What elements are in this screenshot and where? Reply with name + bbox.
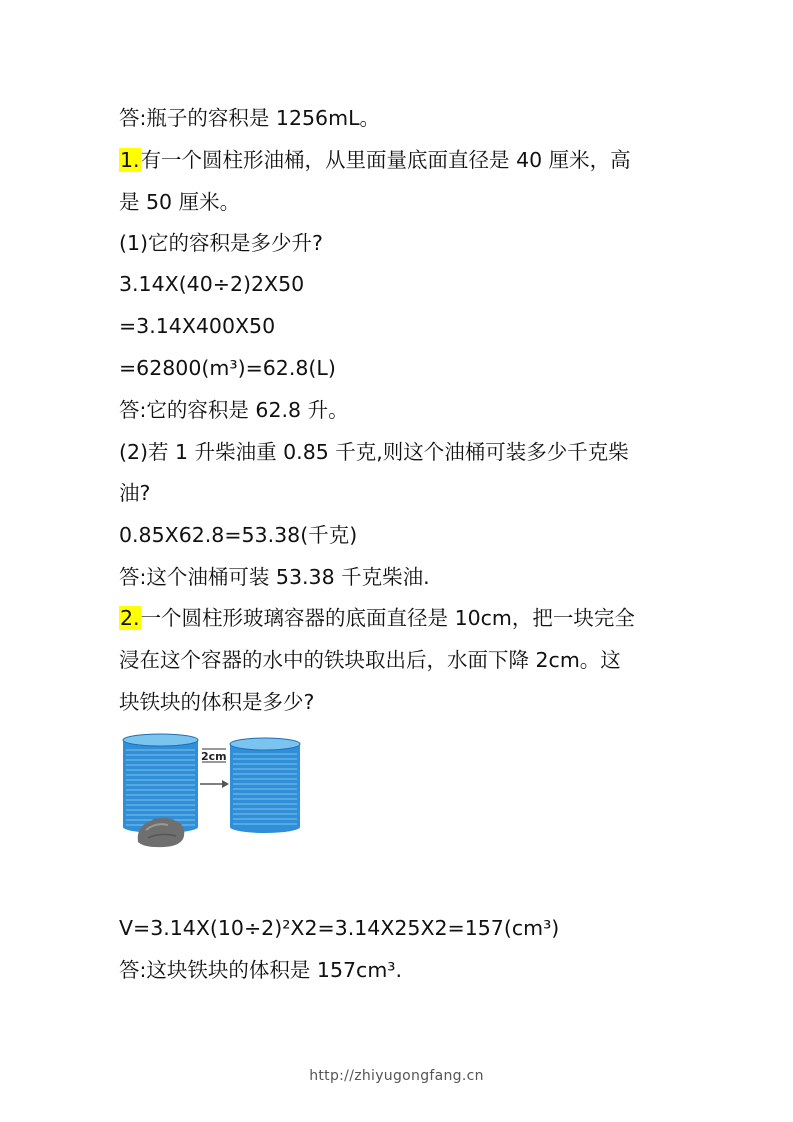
formula-line: =62800(m³)=62.8(L) xyxy=(119,356,336,380)
question-2-line-1: 2.一个圆柱形玻璃容器的底面直径是 10cm，把一块完全 xyxy=(120,606,635,630)
formula-line: V=3.14X(10÷2)²X2=3.14X25X2=157(cm³) xyxy=(119,916,560,940)
answer-line: 答:这块铁块的体积是 157cm³. xyxy=(119,958,403,982)
question-2-number: 2. xyxy=(120,606,140,630)
footer-url: http://zhiyugongfang.cn xyxy=(309,1068,484,1084)
sub-question-2: (2)若 1 升柴油重 0.85 千克,则这个油桶可装多少千克柴 xyxy=(119,440,629,464)
question-1-line-2: 是 50 厘米。 xyxy=(119,190,241,214)
question-1-line-1: 1.有一个圆柱形油桶，从里面量底面直径是 40 厘米，高 xyxy=(120,148,631,172)
cylinder-right xyxy=(230,738,300,833)
question-2-line-3: 块铁块的体积是多少? xyxy=(119,690,315,714)
arrow-right-icon xyxy=(200,780,229,788)
figure-label: 2cm xyxy=(201,750,227,763)
sub-question-2-cont: 油? xyxy=(119,481,151,505)
question-1-number: 1. xyxy=(120,148,140,172)
answer-line: 答:它的容积是 62.8 升。 xyxy=(119,398,349,422)
answer-line: 答:瓶子的容积是 1256mL。 xyxy=(119,106,380,130)
answer-line: 答:这个油桶可装 53.38 千克柴油. xyxy=(119,565,430,589)
question-2-line-2: 浸在这个容器的水中的铁块取出后，水面下降 2cm。这 xyxy=(119,648,621,672)
formula-line: =3.14X400X50 xyxy=(119,314,276,338)
cylinder-water-diagram xyxy=(118,732,318,850)
formula-line: 0.85X62.8=53.38(千克) xyxy=(119,523,358,547)
sub-question-1: (1)它的容积是多少升? xyxy=(119,231,323,255)
formula-line: 3.14X(40÷2)2X50 xyxy=(119,272,305,296)
